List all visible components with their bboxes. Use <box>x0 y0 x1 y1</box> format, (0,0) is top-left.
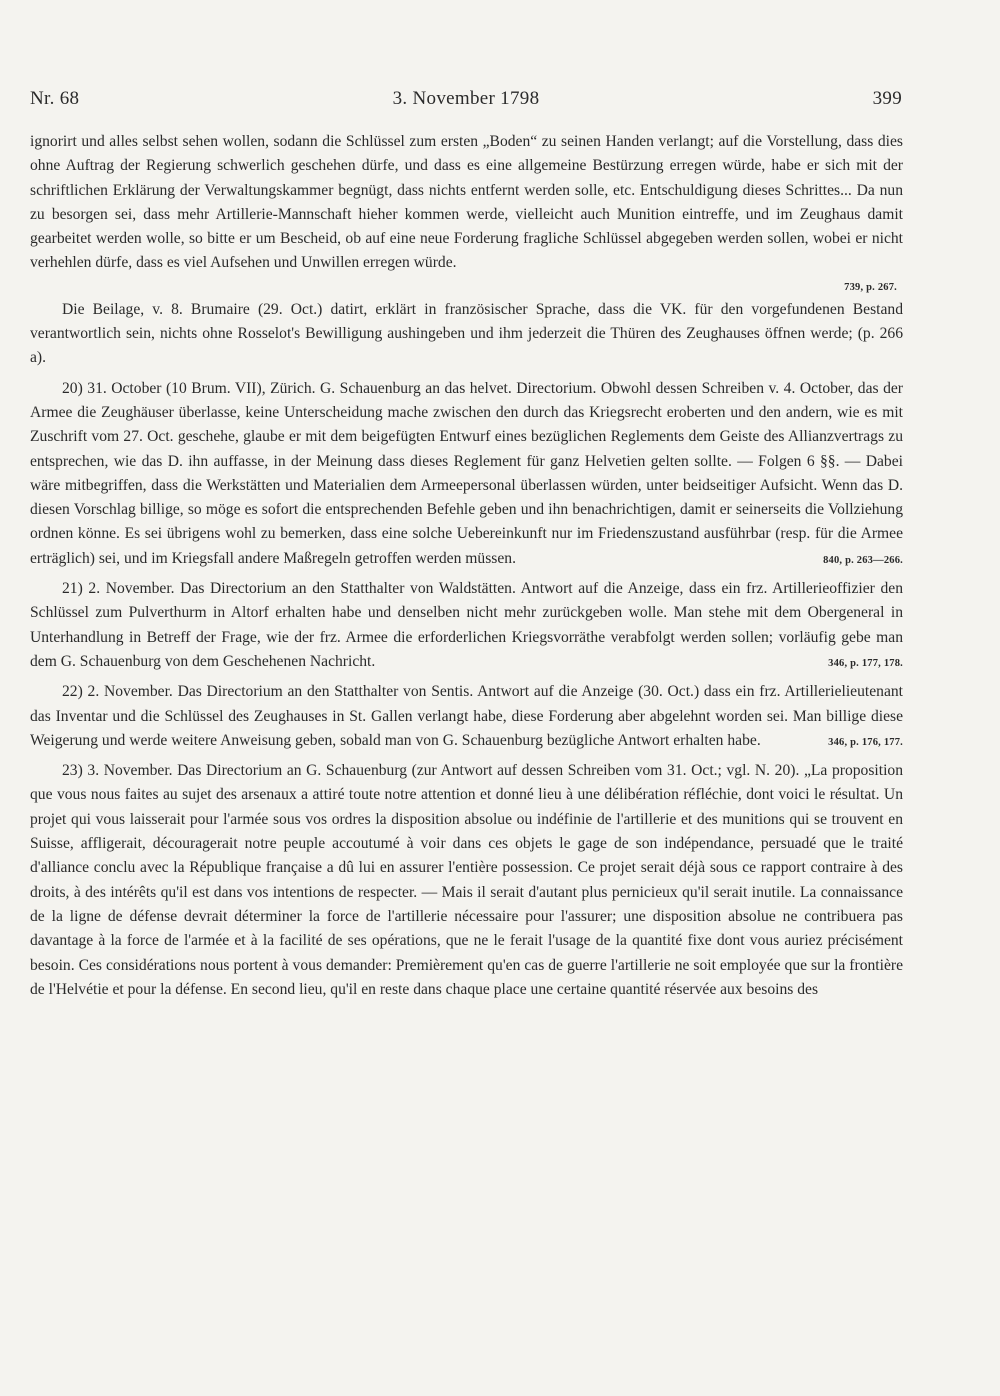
entry-20 <box>30 377 903 571</box>
entry-22-text: 22) 2. November. Das Directorium an den Statthalter von Sentis. Antwort auf die Anzeige (30. Oct.) dass ein frz. Artillerielieutenant das Inventar und die Schlüssel des Zeughauses in St. Gallen verlangt habe, diese Forderung aber abgelehnt worden sei. Man billige diese Weigerung und werde weitere Anweisung geben, sobald man von G. Schauenburg bezügliche Antwort erhalten habe. <box>30 683 903 749</box>
document-number: Nr. 68 <box>30 88 80 109</box>
paragraph-continuation: ignorirt und alles selbst sehen wollen, sodann die Schlüssel zum ersten „Boden“ zu seinen Handen verlangt; auf die Vorstellung, dass dies ohne Auftrag der Regierung schwerlich geschehen dürfe, und dass es eine allgemeine Bestürzung erregen würde, habe er sich mit der schriftlichen Erklärung der Verwaltungskammer begnügt, dass nichts entfernt werden solle, etc. Entschuldigung dieses Schrittes... Da nun zu besorgen sei, dass mehr Artillerie-Mannschaft hieher kommen werde, vielleicht auch Munition eintreffe, und im Zeughaus damit gearbeitet werden wolle, so bitte er um Bescheid, ob auf eine neue Forderung fragliche Schlüssel abgegeben werden sollen, wobei er nicht verhehlen dürfe, dass es viel Aufsehen und Unwillen erregen würde. <box>30 133 903 272</box>
source-reference: 840, p. 263—266. <box>823 554 903 566</box>
source-reference: 346, p. 176, 177. <box>828 736 903 748</box>
entry-22 <box>30 680 903 753</box>
entry-20-text: 20) 31. October (10 Brum. VII), Zürich. G. Schauenburg an das helvet. Directorium. Obwohl dessen Schreiben v. 4. October, das der Armee die Zeughäuser überlasse, keine Unterscheidung mache zwischen den durch das Kriegsrecht eroberten und den andern, wie es mit Zuschrift vom 27. Oct. geschehe, glaube er mit dem beigefügten Entwurf eines bezüglichen Reglements dem Geiste des Allianzvertrags zu entsprechen, wie das D. ihn auffasse, in der Meinung dass dieses Reglement für ganz Helvetien gelten sollte. — Folgen 6 §§. — Dabei wäre mitbegriffen, dass die Werkstätten und Materialien dem Armeepersonal überlassen würden, unter beidseitiger Aufsicht. Wenn das D. diesen Vorschlag billige, so möge es sofort die entsprechenden Befehle geben und ihn benachrichtigen, damit er seinerseits die Vollziehung ordnen könne. Es sei übrigens wohl zu bemerken, dass eine solche Uebereinkunft nur im Friedenszustand ausführbar (resp. für die Armee erträglich) sei, und im Kriegsfall andere Maßregeln getroffen werden müssen. <box>30 379 903 567</box>
page-header <box>30 88 902 118</box>
header-date: 3. November 1798 <box>392 88 540 109</box>
document-body <box>30 130 903 1002</box>
entry-21 <box>30 577 903 674</box>
source-reference: 739, p. 267. <box>844 281 897 293</box>
entry-21-text: 21) 2. November. Das Directorium an den Statthalter von Waldstätten. Antwort auf die Anzeige, dass ein frz. Artillerieoffizier den Schlüssel zum Pulverthurm in Altorf erhalten habe und denselben nicht mehr zurückgeben wolle. Man stehe mit dem Obergeneral in Unterhandlung in Betreff der Frage, wie der frz. Armee die erforderlichen Kriegsvorräthe verabfolgt werden sollen; vorläufig gebe man dem G. Schauenburg von dem Geschehenen Nachricht. <box>30 580 903 670</box>
paragraph-beilage: Die Beilage, v. 8. Brumaire (29. Oct.) datirt, erklärt in französischer Sprache, dass die VK. für den vorgefundenen Bestand verantwortlich sein, nichts ohne Rosselot's Bewilligung aushingeben und ihm jederzeit die Thüren des Zeughauses öffnen werde; (p. 266 a). <box>30 300 903 367</box>
entry-23: 23) 3. November. Das Directorium an G. Schauenburg (zur Antwort auf dessen Schreiben vom 31. Oct.; vgl. N. 20). „La proposition que vous nous faites au sujet des arsenaux a attiré toute notre attention et donné lieu à une délibération réfléchie, dont voici le résultat. Un projet qui vous laisserait pour l'armée sous vos ordres la disposition absolue ou indéfinie de l'artillerie et des munitions qui se trouvent en Suisse, affligerait, découragerait notre peuple accoutumé à voir dans ces objets le gage de son indépendance, persuadé que le traité d'alliance conclu avec la République française a dû lui en assurer l'entière possession. Ce projet serait déjà sous ce rapport contraire à des droits, à des intérêts qu'il est dans vos intentions de respecter. — Mais il serait d'autant plus pernicieux qu'il serait inutile. La connaissance de la ligne de défense devrait déterminer la force de l'artillerie nécessaire pour l'assurer; une disposition absolue ne contribuera pas davantage à la force de l'armée et à la facilité de ses opérations, que ne le ferait l'usage de la quantité fixe dont vous auriez précisément besoin. Ces considérations nous portent à vous demander: Premièrement qu'en cas de guerre l'artillerie ne soit employée que sur la frontière de l'Helvétie et pour la défense. En second lieu, qu'il en reste dans chaque place une certaine quantité réservée aux besoins des <box>30 762 903 998</box>
page-number: 399 <box>872 88 902 109</box>
source-reference: 346, p. 177, 178. <box>828 657 903 669</box>
